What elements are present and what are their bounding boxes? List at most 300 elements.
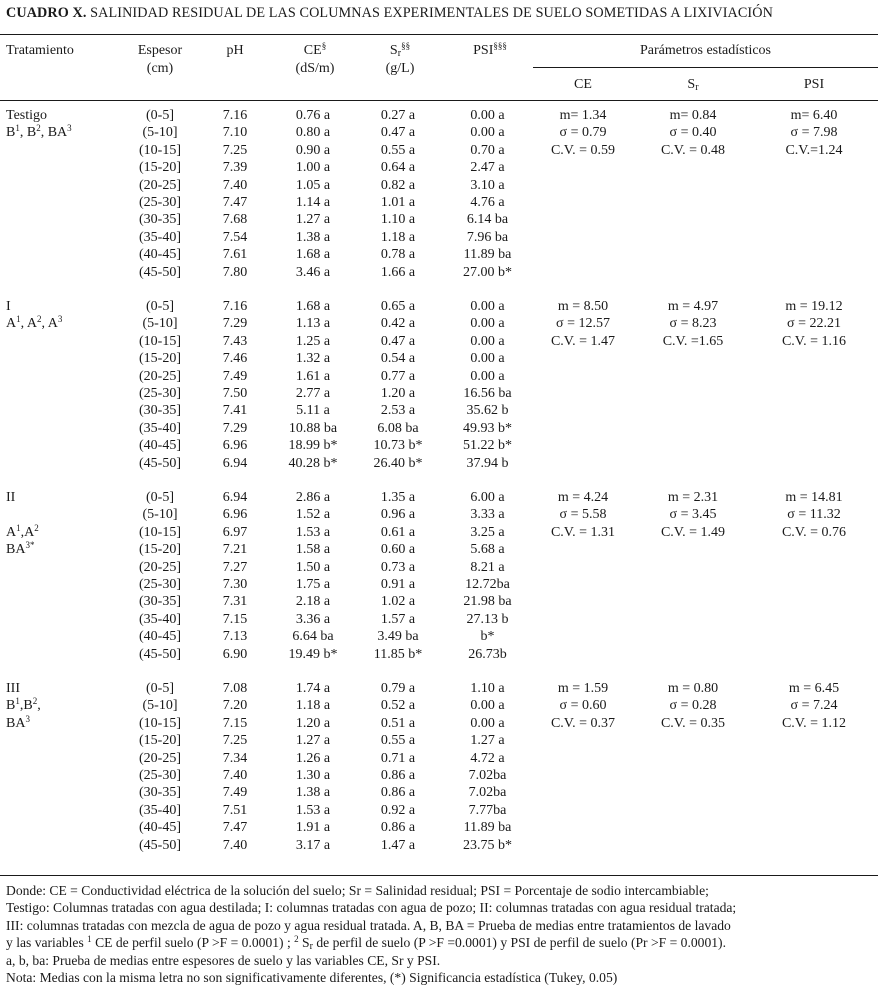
stat-sr-value: m = 0.80 <box>667 681 719 696</box>
treatment-label <box>6 680 20 697</box>
espesor-cell: (20-25] <box>139 177 181 193</box>
ph-cell: 7.20 <box>222 698 248 714</box>
ce-cell: 1.27 a <box>295 212 331 228</box>
stat-psi-value: σ = 7.24 <box>790 698 838 714</box>
stat-psi-value: σ = 11.32 <box>787 507 841 523</box>
note-sup: 2 <box>294 934 299 945</box>
stat-sr-value: m = 4.97 <box>667 299 719 314</box>
espesor-cell: (35-40] <box>139 420 181 436</box>
sr-cell: 11.85 b* <box>373 646 423 662</box>
espesor-cell: (0-5] <box>146 299 174 314</box>
psi-cell: 0.70 a <box>470 142 505 158</box>
stat-ce-value: σ = 0.60 <box>559 698 607 714</box>
ce-cell: 1.05 a <box>295 177 331 193</box>
sr-cell: 0.86 a <box>380 820 416 836</box>
sr-cell: 0.77 a <box>380 368 416 384</box>
psi-cell: 0.00 a <box>470 125 505 141</box>
sr-cell: 0.82 a <box>380 177 416 193</box>
sr-cell: 0.91 a <box>380 577 416 592</box>
sr-cell: 0.42 a <box>380 316 416 332</box>
ph-cell: 7.49 <box>222 368 248 384</box>
treatment-label-text: , A <box>20 316 37 332</box>
stat-psi-value: m= 6.40 <box>790 108 838 123</box>
psi-cell: 4.72 a <box>470 750 505 766</box>
treatment-label-sup: 1 <box>15 696 20 707</box>
sr-cell: 1.10 a <box>380 212 416 228</box>
treatment-label-text: Testigo <box>6 108 48 123</box>
espesor-cell: (25-30] <box>139 768 181 783</box>
header-sr-label: S <box>389 43 398 58</box>
espesor-cell: (35-40] <box>139 229 181 245</box>
note-line: Testigo: Columnas tratadas con agua destilada; I: columnas tratadas con agua de pozo; II: columnas tratadas con agua residual tratada; <box>6 900 737 916</box>
psi-cell: 0.00 a <box>470 368 505 384</box>
ph-cell: 7.16 <box>222 108 248 123</box>
treatment-label-sup: 3 <box>67 123 72 134</box>
stat-ce-value: m = 8.50 <box>557 299 609 314</box>
ph-cell: 7.21 <box>222 542 248 558</box>
psi-cell: 6.14 ba <box>466 212 509 228</box>
header-espesor-unit: (cm) <box>146 61 174 76</box>
psi-cell: 1.10 a <box>470 681 505 696</box>
stat-ce-value: C.V. = 0.37 <box>550 715 616 731</box>
ce-cell: 0.80 a <box>295 125 331 141</box>
note-line: Nota: Medias con la misma letra no son significativamente diferentes, (*) Significancia estadística (Tukey, 0.05) <box>6 970 618 986</box>
sr-cell: 1.18 a <box>380 229 416 245</box>
sr-cell: 0.51 a <box>380 715 416 731</box>
espesor-cell: (0-5] <box>146 490 174 505</box>
psi-cell: 0.00 a <box>470 351 505 367</box>
top-rule <box>0 34 878 35</box>
sr-cell: 1.66 a <box>380 264 416 280</box>
stat-sr-value: m= 0.84 <box>669 108 717 123</box>
psi-cell: 3.33 a <box>470 507 505 523</box>
header-bottom-rule <box>0 100 878 101</box>
psi-cell: 0.00 a <box>470 715 505 731</box>
psi-cell: 2.47 a <box>470 160 505 176</box>
note-text: de perfil de suelo (P >F =0.0001) y PSI de perfil de suelo (Pr >F = 0.0001). <box>312 935 726 951</box>
header-ce <box>270 42 360 78</box>
psi-cell: 7.02ba <box>468 785 507 801</box>
espesor-cell: (10-15] <box>139 333 181 349</box>
sr-cell: 0.86 a <box>380 785 416 801</box>
ce-cell: 1.53 a <box>295 524 331 540</box>
treatment-label-text: , B <box>19 125 37 141</box>
ph-cell: 7.40 <box>222 837 248 853</box>
table-bottom-rule <box>0 875 878 876</box>
psi-cell: 3.10 a <box>470 177 505 193</box>
ph-cell: 6.90 <box>222 646 248 662</box>
table-title <box>6 5 773 22</box>
ce-cell: 1.30 a <box>295 768 331 783</box>
sr-cell: 0.96 a <box>380 507 416 523</box>
psi-cell: 0.00 a <box>470 316 505 332</box>
espesor-cell: (25-30] <box>139 577 181 592</box>
ph-cell: 7.13 <box>222 629 248 645</box>
sr-cell: 1.57 a <box>380 611 416 627</box>
sr-cell: 10.73 b* <box>373 438 423 454</box>
stat-sr-value: σ = 0.28 <box>669 698 717 714</box>
ph-cell: 7.30 <box>222 577 248 592</box>
espesor-cell: (40-45] <box>139 247 181 263</box>
ph-cell: 7.43 <box>222 333 248 349</box>
stat-psi-value: m = 14.81 <box>785 490 843 505</box>
header-espesor <box>110 42 210 78</box>
sr-cell: 0.61 a <box>380 524 416 540</box>
header-ce-unit: (dS/m) <box>295 61 335 76</box>
ce-cell: 2.86 a <box>295 490 331 505</box>
ph-cell: 7.46 <box>222 351 248 367</box>
ce-cell: 2.77 a <box>295 386 331 401</box>
ce-cell: 6.64 ba <box>292 629 334 645</box>
treatment-label-text: B <box>6 125 16 141</box>
espesor-cell: (5-10] <box>142 316 178 332</box>
treatment-label-sup: 2 <box>36 123 41 134</box>
treatment-label <box>6 124 72 141</box>
ce-cell: 1.68 a <box>295 247 331 263</box>
treatment-label-text: B <box>6 698 16 714</box>
treatment-label-text: II <box>6 490 16 505</box>
ce-cell: 0.76 a <box>295 108 331 123</box>
espesor-cell: (10-15] <box>139 524 181 540</box>
ph-cell: 7.47 <box>222 820 248 836</box>
ph-cell: 7.61 <box>222 247 248 263</box>
sr-cell: 0.92 a <box>380 802 416 818</box>
ce-cell: 1.91 a <box>295 820 331 836</box>
treatment-label-text: , A <box>41 316 58 332</box>
stat-psi-value: C.V.=1.24 <box>785 142 843 158</box>
treatment-label <box>6 489 15 506</box>
treatment-label-text: I <box>6 299 11 314</box>
ce-cell: 1.14 a <box>295 195 331 210</box>
stat-ce-value: C.V. = 1.31 <box>550 524 616 540</box>
sr-cell: 0.52 a <box>380 698 416 714</box>
sr-cell: 0.64 a <box>380 160 416 176</box>
ce-cell: 1.38 a <box>295 229 331 245</box>
treatment-label <box>6 107 47 124</box>
psi-cell: 12.72ba <box>465 577 510 592</box>
treatment-label-sup: 1 <box>16 522 21 533</box>
ph-cell: 7.15 <box>222 715 248 731</box>
stat-ce-value: C.V. = 0.59 <box>550 142 616 158</box>
sr-cell: 6.08 ba <box>377 420 419 436</box>
espesor-cell: (5-10] <box>142 698 178 714</box>
stat-sr-value: C.V. = 1.49 <box>660 524 726 540</box>
stat-sr-value: C.V. = 0.48 <box>660 142 726 158</box>
sr-cell: 0.60 a <box>380 542 416 558</box>
psi-cell: 11.89 ba <box>463 247 512 263</box>
header-ce-note: § <box>321 41 327 51</box>
stat-sr-value: σ = 8.23 <box>669 316 717 332</box>
espesor-cell: (45-50] <box>139 455 181 471</box>
table-number: CUADRO X. <box>6 5 87 21</box>
sr-cell: 2.53 a <box>380 403 416 419</box>
header-espesor-label: Espesor <box>137 43 183 58</box>
sr-cell: 0.54 a <box>380 351 416 367</box>
note-sup: 1 <box>87 934 92 945</box>
header-ph: pH <box>226 43 244 58</box>
ce-cell: 3.17 a <box>295 837 331 853</box>
ce-cell: 1.74 a <box>295 681 331 696</box>
ce-cell: 1.13 a <box>295 316 331 332</box>
espesor-cell: (30-35] <box>139 403 181 419</box>
psi-cell: 35.62 b <box>466 403 509 419</box>
treatment-label <box>6 315 62 332</box>
header-parametros: Parámetros estadísticos <box>639 43 772 58</box>
espesor-cell: (30-35] <box>139 212 181 228</box>
psi-cell: 0.00 a <box>470 108 505 123</box>
sr-cell: 1.02 a <box>380 594 416 610</box>
ce-cell: 18.99 b* <box>288 438 338 454</box>
psi-cell: 7.02ba <box>468 768 507 783</box>
stat-ce-value: σ = 5.58 <box>559 507 607 523</box>
espesor-cell: (20-25] <box>139 559 181 575</box>
ce-cell: 1.50 a <box>295 559 331 575</box>
stat-sr-value: C.V. =1.65 <box>662 333 724 349</box>
ce-cell: 1.61 a <box>295 368 331 384</box>
psi-cell: 5.68 a <box>470 542 505 558</box>
ph-cell: 7.15 <box>222 611 248 627</box>
ph-cell: 6.94 <box>222 455 248 471</box>
treatment-label-text: A <box>6 316 17 332</box>
header-sr <box>355 42 445 78</box>
ce-cell: 1.75 a <box>295 577 331 592</box>
stats-header-rule <box>533 67 878 68</box>
treatment-label-sup: 2 <box>36 314 42 325</box>
treatment-label-sup: 3* <box>25 540 35 551</box>
note-line <box>6 934 872 951</box>
psi-cell: 0.00 a <box>470 698 505 714</box>
header-ce-label: CE <box>303 43 322 58</box>
espesor-cell: (10-15] <box>139 715 181 731</box>
sr-cell: 0.78 a <box>380 247 416 263</box>
ph-cell: 7.34 <box>222 750 248 766</box>
sr-cell: 1.20 a <box>380 386 416 401</box>
ce-cell: 10.88 ba <box>288 420 338 436</box>
espesor-cell: (0-5] <box>146 681 174 696</box>
ph-cell: 7.29 <box>222 316 248 332</box>
psi-cell: 7.77ba <box>468 802 507 818</box>
header-sr-sub: r <box>397 48 402 59</box>
espesor-cell: (0-5] <box>146 108 174 123</box>
espesor-cell: (20-25] <box>139 368 181 384</box>
ph-cell: 7.54 <box>222 229 248 245</box>
sr-cell: 0.71 a <box>380 750 416 766</box>
header-stat-sr-label: S <box>687 77 696 92</box>
treatment-label-text: A <box>6 524 17 540</box>
treatment-label-text: BA <box>6 715 26 731</box>
sr-cell: 0.27 a <box>380 108 416 123</box>
psi-cell: 0.00 a <box>470 333 505 349</box>
espesor-cell: (40-45] <box>139 438 181 454</box>
header-psi-label: PSI <box>473 43 494 58</box>
stat-sr-value: σ = 3.45 <box>669 507 717 523</box>
header-sr-unit: (g/L) <box>385 61 415 76</box>
note-line: Donde: CE = Conductividad eléctrica de la solución del suelo; Sr = Salinidad residual; PSI = Porcentaje de sodio intercambiable; <box>6 883 709 898</box>
sr-cell: 1.01 a <box>380 195 416 210</box>
ce-cell: 3.36 a <box>295 611 331 627</box>
ce-cell: 3.46 a <box>295 264 331 280</box>
ce-cell: 1.26 a <box>295 750 331 766</box>
espesor-cell: (10-15] <box>139 142 181 158</box>
ph-cell: 7.51 <box>222 802 248 818</box>
header-stat-sr-sub: r <box>695 82 699 93</box>
espesor-cell: (15-20] <box>139 733 181 749</box>
espesor-cell: (15-20] <box>139 351 181 367</box>
treatment-label-text: , BA <box>40 125 68 141</box>
psi-cell: 8.21 a <box>470 559 505 575</box>
psi-cell: 11.89 ba <box>463 820 512 836</box>
header-psi <box>440 42 540 60</box>
ph-cell: 7.29 <box>222 420 248 436</box>
ce-cell: 1.20 a <box>295 715 331 731</box>
stat-ce-value: σ = 12.57 <box>556 316 610 332</box>
stat-ce-value: C.V. = 1.47 <box>550 333 616 349</box>
sr-cell: 3.49 ba <box>377 629 419 645</box>
stat-psi-value: m = 6.45 <box>788 681 840 696</box>
note-line: III: columnas tratadas con mezcla de agua de pozo y agua residual tratada. A, B, BA = Prueba de medias entre tratamientos de lavado <box>6 917 731 933</box>
sr-cell: 1.35 a <box>380 490 416 505</box>
espesor-cell: (30-35] <box>139 594 181 610</box>
psi-cell: 49.93 b* <box>463 420 512 436</box>
espesor-cell: (35-40] <box>139 802 181 818</box>
espesor-cell: (5-10] <box>142 125 178 141</box>
ph-cell: 6.94 <box>222 490 248 505</box>
psi-cell: 1.27 a <box>470 733 505 749</box>
psi-cell: 0.00 a <box>470 299 505 314</box>
espesor-cell: (35-40] <box>139 611 181 627</box>
treatment-label-text: BA <box>6 542 26 558</box>
sr-cell: 1.47 a <box>380 837 416 853</box>
espesor-cell: (45-50] <box>139 646 181 662</box>
psi-cell: 23.75 b* <box>463 837 512 853</box>
ce-cell: 0.90 a <box>295 142 331 158</box>
sr-cell: 0.86 a <box>380 768 416 783</box>
ph-cell: 7.40 <box>222 768 248 783</box>
treatment-label-sup: 2 <box>34 522 39 533</box>
ph-cell: 7.31 <box>222 594 248 610</box>
treatment-label <box>6 697 41 714</box>
treatment-label <box>6 524 39 541</box>
treatment-label <box>6 715 30 732</box>
table-notes <box>6 882 872 986</box>
psi-cell: 51.22 b* <box>463 438 512 454</box>
ce-cell: 1.53 a <box>295 802 331 818</box>
ce-cell: 1.00 a <box>295 160 331 176</box>
ce-cell: 1.38 a <box>295 785 331 801</box>
ce-cell: 40.28 b* <box>288 455 338 471</box>
espesor-cell: (15-20] <box>139 160 181 176</box>
ph-cell: 7.10 <box>222 125 248 141</box>
treatment-label-sup: 2 <box>32 696 38 707</box>
treatment-label-text: ,A <box>20 524 35 540</box>
stat-psi-value: C.V. = 0.76 <box>781 524 847 540</box>
header-stat-psi: PSI <box>803 77 825 92</box>
sr-cell: 26.40 b* <box>373 455 423 471</box>
espesor-cell: (40-45] <box>139 629 181 645</box>
note-line: a, b, ba: Prueba de medias entre espesores de suelo y las variables CE, Sr y PSI. <box>6 952 441 968</box>
ph-cell: 6.96 <box>222 438 248 454</box>
espesor-cell: (40-45] <box>139 820 181 836</box>
ce-cell: 1.32 a <box>295 351 331 367</box>
header-tratamiento: Tratamiento <box>6 43 74 58</box>
ph-cell: 7.25 <box>222 733 248 749</box>
stat-ce-value: m = 4.24 <box>557 490 609 505</box>
stat-ce-value: σ = 0.79 <box>559 125 607 141</box>
stat-psi-value: σ = 7.98 <box>790 125 838 141</box>
sr-cell: 0.65 a <box>380 299 416 314</box>
ce-cell: 2.18 a <box>295 594 331 610</box>
psi-cell: 26.73b <box>468 646 507 662</box>
stat-ce-value: m= 1.34 <box>559 108 607 123</box>
espesor-cell: (30-35] <box>139 785 181 801</box>
psi-cell: 4.76 a <box>470 195 505 210</box>
header-stat-sr <box>643 76 743 94</box>
treatment-label-text: III <box>6 681 20 696</box>
espesor-cell: (45-50] <box>139 264 181 280</box>
ph-cell: 7.39 <box>222 160 248 176</box>
treatment-label-sup: 3 <box>57 314 63 325</box>
ph-cell: 7.41 <box>222 403 248 419</box>
note-text: y las variables <box>6 935 88 951</box>
note-text: CE de perfil suelo (P >F = 0.0001) ; <box>91 935 295 951</box>
ph-cell: 7.16 <box>222 299 248 314</box>
stat-ce-value: m = 1.59 <box>557 681 609 696</box>
espesor-cell: (15-20] <box>139 542 181 558</box>
espesor-cell: (45-50] <box>139 837 181 853</box>
stat-psi-value: C.V. = 1.16 <box>781 333 847 349</box>
note-text: S <box>298 935 310 951</box>
sr-cell: 0.47 a <box>380 333 416 349</box>
header-psi-note: §§§ <box>493 41 507 51</box>
stat-psi-value: C.V. = 1.12 <box>781 715 847 731</box>
header-stat-ce: CE <box>574 77 592 92</box>
treatment-label-sup: 1 <box>16 314 21 325</box>
ph-cell: 7.50 <box>222 386 248 401</box>
ph-cell: 7.08 <box>222 681 248 696</box>
espesor-cell: (25-30] <box>139 195 181 210</box>
treatment-label-text: , <box>37 698 41 714</box>
treatment-label-text: ,B <box>19 698 33 714</box>
treatment-label-sup: 1 <box>15 123 20 134</box>
treatment-label-sup: 3 <box>25 713 30 724</box>
psi-cell: 3.25 a <box>470 524 505 540</box>
ph-cell: 7.47 <box>222 195 248 210</box>
stat-psi-value: σ = 22.21 <box>787 316 841 332</box>
stat-sr-value: σ = 0.40 <box>669 125 717 141</box>
ce-cell: 19.49 b* <box>288 646 338 662</box>
treatment-label <box>6 298 11 315</box>
psi-cell: 6.00 a <box>470 490 505 505</box>
psi-cell: 21.98 ba <box>463 594 512 610</box>
psi-cell: 27.00 b* <box>463 264 512 280</box>
treatment-label <box>6 541 34 558</box>
table-caption: SALINIDAD RESIDUAL DE LAS COLUMNAS EXPERIMENTALES DE SUELO SOMETIDAS A LIXIVIACIÓN <box>86 5 773 21</box>
ce-cell: 5.11 a <box>296 403 330 419</box>
note-sub: r <box>309 941 313 953</box>
ce-cell: 1.25 a <box>295 333 331 349</box>
psi-cell: 37.94 b <box>466 455 509 471</box>
header-sr-note: §§ <box>401 41 411 51</box>
ph-cell: 6.97 <box>222 524 248 540</box>
psi-cell: 27.13 b <box>466 611 509 627</box>
sr-cell: 0.73 a <box>380 559 416 575</box>
ph-cell: 7.80 <box>222 264 248 280</box>
psi-cell: 7.96 ba <box>466 229 509 245</box>
ce-cell: 1.68 a <box>295 299 331 314</box>
stat-psi-value: m = 19.12 <box>785 299 843 314</box>
ph-cell: 7.27 <box>222 559 248 575</box>
ph-cell: 7.68 <box>222 212 248 228</box>
